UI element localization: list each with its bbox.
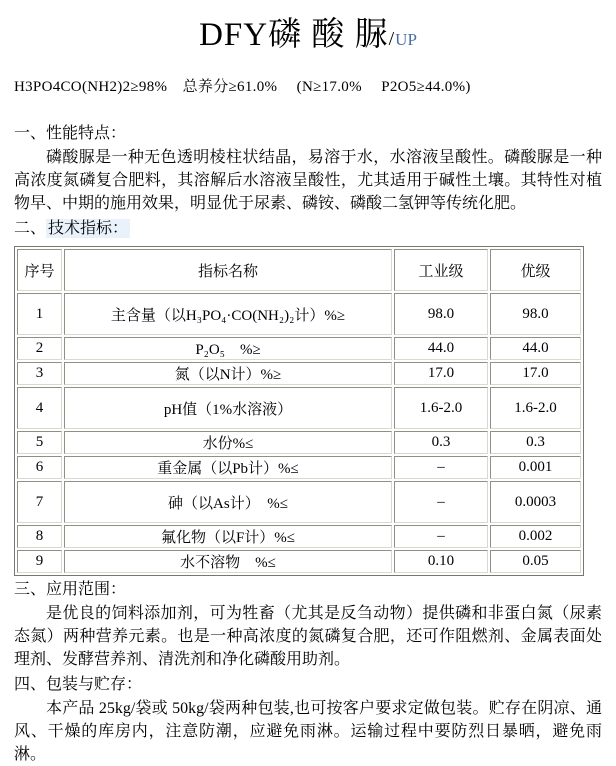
- row-no-cell: 1: [17, 293, 62, 335]
- header-cell-no: 序号: [17, 249, 62, 291]
- premium-value-cell: 0.001: [490, 456, 581, 479]
- premium-value-cell: 0.0003: [490, 481, 581, 523]
- table-row: [17, 525, 581, 548]
- industrial-value-cell: –: [394, 525, 488, 548]
- section-4-body: 本产品 25kg/袋或 50kg/袋两种包装,也可按客户要求定做包装。贮存在阴凉、通风、干燥的库房内，注意防潮，应避免雨淋。运输过程中要防烈日暴晒，避免雨淋。: [14, 700, 602, 763]
- title-suffix-slash: /: [388, 28, 396, 50]
- section-2-heading-prefix: 二、: [14, 220, 47, 237]
- indicator-name-cell: 氟化物（以F计）%≤: [64, 525, 392, 548]
- header-cell-premium: 优级: [490, 249, 581, 291]
- table-row: [17, 431, 581, 454]
- section-3-heading: 三、应用范围：: [14, 581, 127, 598]
- table-row: [17, 293, 581, 335]
- section-1-heading: 一、性能特点：: [14, 125, 127, 142]
- indicator-name-cell: 主含量（以H₃PO₄·CO(NH₂)₂计）%≥: [64, 293, 392, 335]
- industrial-value-cell: 1.6-2.0: [394, 387, 488, 429]
- table-row: [17, 481, 581, 523]
- premium-value-cell: 17.0: [490, 362, 581, 385]
- table-row: [17, 362, 581, 385]
- header-cell-indicator: 指标名称: [64, 249, 392, 291]
- table-row: [17, 337, 581, 360]
- table-row: [17, 387, 581, 429]
- title-suffix-up: UP: [395, 30, 417, 49]
- table-row: [17, 550, 581, 573]
- row-no-cell: 5: [17, 431, 62, 454]
- row-no-cell: 3: [17, 362, 62, 385]
- chemical-spec-line: H3PO4CO(NH2)2≥98% 总养分≥61.0% (N≥17.0% P2O5≥44.0%): [14, 79, 471, 95]
- header-cell-industrial: 工业级: [394, 249, 488, 291]
- premium-value-cell: 98.0: [490, 293, 581, 335]
- row-no-cell: 2: [17, 337, 62, 360]
- technical-indicators-table: [14, 246, 584, 576]
- premium-value-cell: 0.3: [490, 431, 581, 454]
- premium-value-cell: 1.6-2.0: [490, 387, 581, 429]
- section-3-body: 是优良的饲料添加剂，可为牲畜（尤其是反刍动物）提供磷和非蛋白氮（尿素态氮）两种营养元素。也是一种高浓度的氮磷复合肥，还可作阻燃剂、金属表面处理剂、发酵营养剂、清洗剂和净化磷酸用助剂。: [14, 605, 602, 668]
- indicator-name-cell: 砷（以As计） %≤: [64, 481, 392, 523]
- table-row: [17, 456, 581, 479]
- row-no-cell: 6: [17, 456, 62, 479]
- row-no-cell: 9: [17, 550, 62, 573]
- page-title: [0, 8, 616, 55]
- industrial-value-cell: 0.3: [394, 431, 488, 454]
- indicator-name-cell: P₂O₅ %≥: [64, 337, 392, 360]
- industrial-value-cell: –: [394, 481, 488, 523]
- premium-value-cell: 0.002: [490, 525, 581, 548]
- section-4-heading: 四、包装与贮存：: [14, 676, 143, 693]
- indicator-name-cell: 水不溶物 %≤: [64, 550, 392, 573]
- indicator-name-cell: 重金属（以Pb计）%≤: [64, 456, 392, 479]
- row-no-cell: 7: [17, 481, 62, 523]
- industrial-value-cell: 0.10: [394, 550, 488, 573]
- premium-value-cell: 0.05: [490, 550, 581, 573]
- industrial-value-cell: –: [394, 456, 488, 479]
- table-header-row: [17, 249, 581, 291]
- industrial-value-cell: 44.0: [394, 337, 488, 360]
- industrial-value-cell: 17.0: [394, 362, 488, 385]
- indicator-name-cell: 水份%≤: [64, 431, 392, 454]
- spec-table-body: [17, 293, 581, 573]
- row-no-cell: 4: [17, 387, 62, 429]
- row-no-cell: 8: [17, 525, 62, 548]
- premium-value-cell: 44.0: [490, 337, 581, 360]
- indicator-name-cell: pH值（1%水溶液）: [64, 387, 392, 429]
- section-2-heading-highlighted: 技术指标：: [48, 220, 129, 237]
- indicator-name-cell: 氮（以N计）%≥: [64, 362, 392, 385]
- section-2-heading: [14, 218, 602, 240]
- section-1-body: 磷酸脲是一种无色透明棱柱状结晶，易溶于水，水溶液呈酸性。磷酸脲是一种高浓度氮磷复合肥料，其溶解后水溶液呈酸性，尤其适用于碱性土壤。其特性对植物早、中期的施用效果，明显优于尿素、磷铵、磷酸二氢钾等传统化肥。: [14, 149, 602, 212]
- product-name: DFY磷 酸 脲: [199, 17, 389, 53]
- industrial-value-cell: 98.0: [394, 293, 488, 335]
